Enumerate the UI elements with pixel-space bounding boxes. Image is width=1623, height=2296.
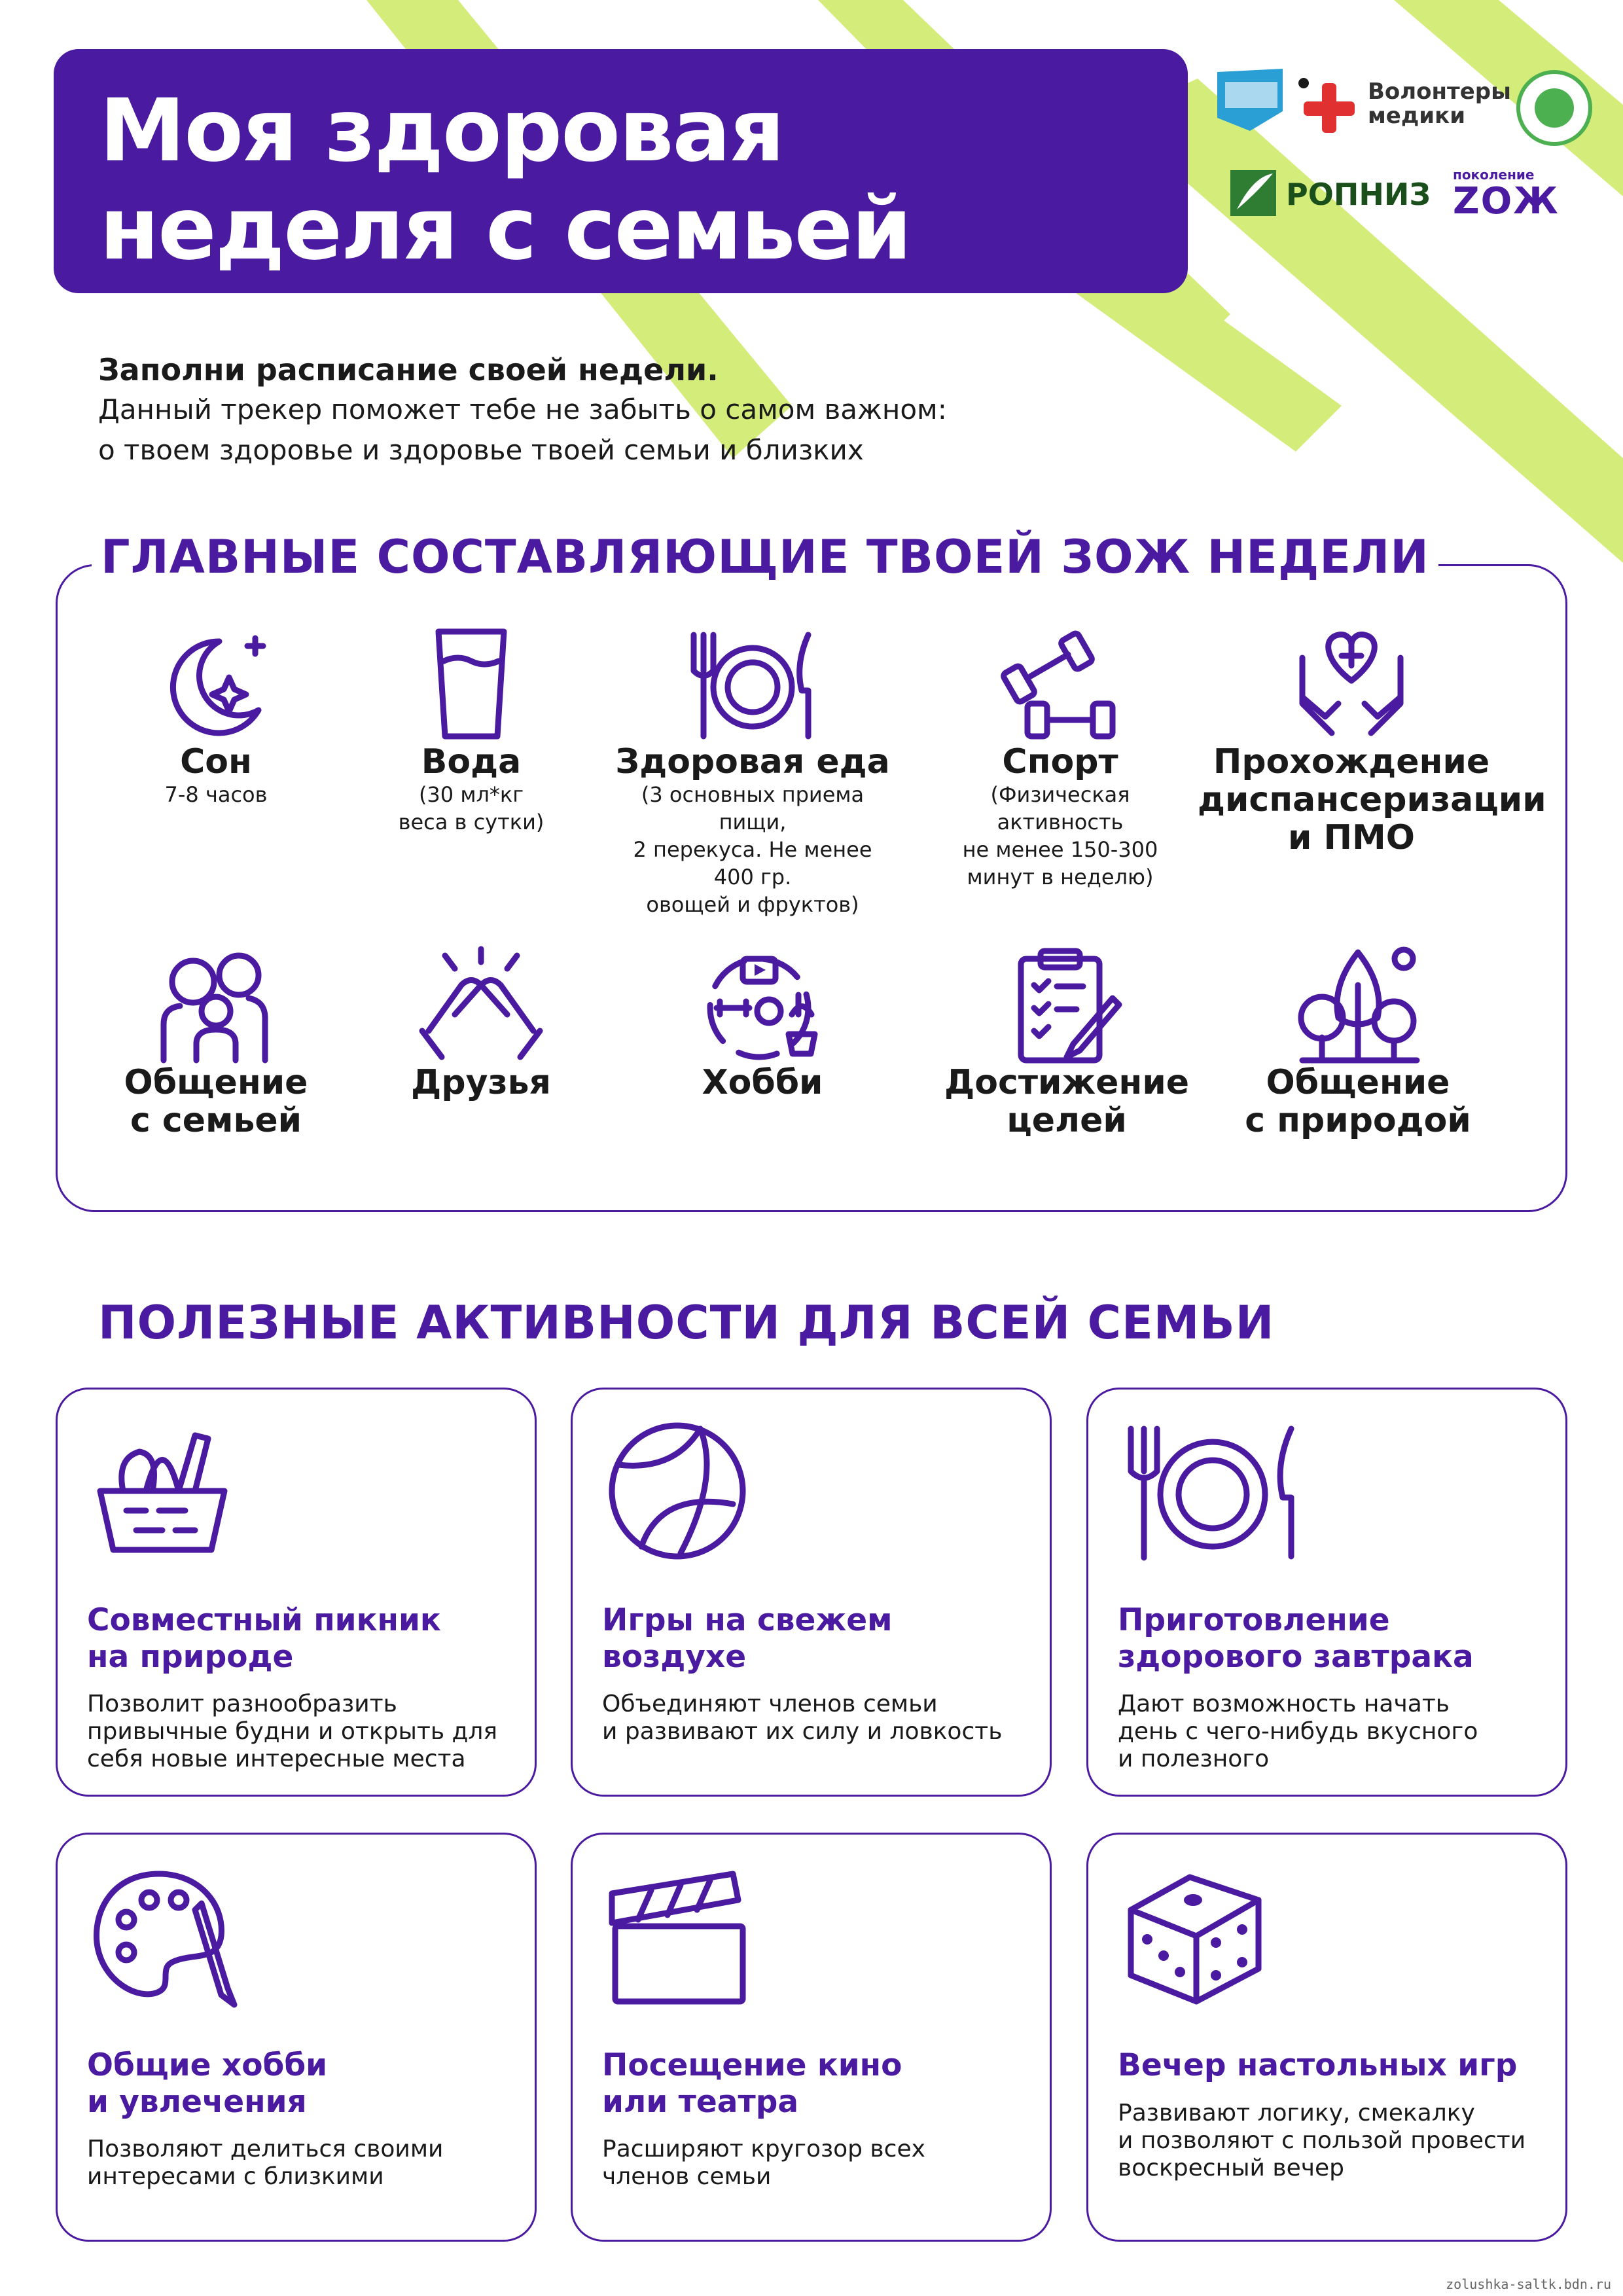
activity-title xyxy=(602,2047,1034,2121)
activity-title xyxy=(1118,2047,1550,2084)
component-friends xyxy=(350,946,612,1102)
palette-icon xyxy=(87,1864,238,2008)
activity-text-line: интересами с близкими xyxy=(87,2163,384,2190)
activity-title xyxy=(602,1602,1034,1676)
activity-card-hobbies xyxy=(56,1833,537,2242)
component-sub: 7-8 часов xyxy=(164,782,268,807)
activities-heading: ПОЛЕЗНЫЕ АКТИВНОСТИ ДЛЯ ВСЕЙ СЕМЬИ xyxy=(98,1296,1275,1350)
plate-icon xyxy=(1118,1419,1308,1563)
basket-icon xyxy=(87,1419,238,1563)
activity-title xyxy=(87,2047,519,2121)
component-sub: (Физическая xyxy=(990,782,1130,807)
activity-title-line: Игры на свежем xyxy=(602,1602,893,1638)
medics-cross-logo xyxy=(1296,75,1361,141)
activity-text xyxy=(602,2136,1034,2191)
component-title: и ПМО xyxy=(1287,818,1415,857)
activity-title xyxy=(87,1602,519,1676)
hands-heart-icon xyxy=(1286,625,1417,743)
clapperboard-icon xyxy=(602,1864,753,2008)
activity-text xyxy=(87,1691,519,1773)
component-title: с семьей xyxy=(130,1101,302,1140)
activity-text xyxy=(1118,1691,1550,1773)
hobby-icon xyxy=(697,946,828,1064)
component-title: Спорт xyxy=(1002,742,1118,781)
trees-icon xyxy=(1293,946,1423,1064)
component-checkup xyxy=(1198,625,1546,857)
activity-title-line: или театра xyxy=(602,2084,799,2120)
activity-text-line: и развивают их силу и ловкость xyxy=(602,1718,1003,1745)
component-title: Вода xyxy=(421,742,522,781)
family-icon xyxy=(151,946,281,1064)
moon-icon xyxy=(151,625,281,743)
activity-text-line: Объединяют членов семьи xyxy=(602,1691,938,1717)
component-title: Достижение xyxy=(944,1063,1190,1102)
activity-title xyxy=(1118,1602,1550,1676)
component-sub: (30 мл*кг xyxy=(418,782,524,807)
activity-text-line: Расширяют кругозор всех xyxy=(602,2136,925,2162)
intro-heading: Заполни расписание своей недели. xyxy=(98,352,719,387)
component-title: диспансеризации xyxy=(1198,780,1546,819)
activity-title-line: на природе xyxy=(87,1639,294,1675)
watermark: zolushka-saltk.bdn.ru xyxy=(1446,2276,1611,2292)
activity-title-line: Приготовление xyxy=(1118,1602,1390,1638)
component-title: Хобби xyxy=(702,1063,823,1102)
activity-text xyxy=(87,2136,519,2191)
title-line-2: неделя с семьей xyxy=(99,179,911,279)
component-title: Прохождение xyxy=(1213,742,1490,781)
activity-card-cinema xyxy=(571,1833,1052,2242)
components-heading: ГЛАВНЫЕ СОСТАВЛЯЮЩИЕ ТВОЕЙ ЗОЖ НЕДЕЛИ xyxy=(92,530,1438,584)
intro-line-1: Данный трекер поможет тебе не забыть о самом важном: xyxy=(98,393,947,425)
activity-card-breakfast xyxy=(1086,1388,1567,1797)
glass-icon xyxy=(406,625,537,743)
activity-text-line: членов семьи xyxy=(602,2163,772,2190)
activity-text-line: Позволяют делиться своими xyxy=(87,2136,444,2162)
logo-zoj-text: ZOЖ xyxy=(1453,180,1560,223)
component-nature xyxy=(1227,946,1489,1139)
component-goals xyxy=(936,946,1198,1139)
logo-volunteers-text: Волонтеры xyxy=(1368,79,1511,105)
activity-card-picnic xyxy=(56,1388,537,1797)
activity-text-line: себя новые интересные места xyxy=(87,1746,466,1772)
activity-text-line: Дают возможность начать xyxy=(1118,1691,1450,1717)
logo-ropniz-text: РОПНИЗ xyxy=(1286,177,1431,212)
activity-card-board-games xyxy=(1086,1833,1567,2242)
component-food xyxy=(615,625,890,918)
activity-text-line: Позволит разнообразить xyxy=(87,1691,397,1717)
component-family xyxy=(85,946,347,1139)
component-title: Общение xyxy=(1266,1063,1450,1102)
activity-title-line: Общие хобби xyxy=(87,2047,328,2083)
activity-text-line: и полезного xyxy=(1118,1746,1270,1772)
component-sub: не менее 150-300 xyxy=(962,837,1158,862)
ropniz-leaf-logo xyxy=(1227,167,1279,219)
activity-text-line: и позволяют с пользой провести xyxy=(1118,2127,1526,2154)
component-title: Друзья xyxy=(411,1063,551,1102)
activity-title-line: воздухе xyxy=(602,1639,747,1675)
activity-title-line: Совместный пикник xyxy=(87,1602,441,1638)
component-sub: овощей и фруктов) xyxy=(646,892,859,917)
activity-title-line: Вечер настольных игр xyxy=(1118,2047,1518,2083)
component-hobby xyxy=(632,946,893,1102)
component-sport xyxy=(929,625,1191,891)
partner-logos xyxy=(1211,62,1603,232)
activity-text-line: воскресный вечер xyxy=(1118,2155,1345,2181)
component-sub: веса в сутки) xyxy=(398,810,544,834)
activity-text-line: Развивают логику, смекалку xyxy=(1118,2100,1475,2126)
activity-card-outdoor-games xyxy=(571,1388,1052,1797)
component-sub: активность xyxy=(997,810,1124,834)
volunteers-flag-logo xyxy=(1211,65,1289,137)
component-title: Здоровая еда xyxy=(615,742,890,781)
activity-text-line: день с чего-нибудь вкусного xyxy=(1118,1718,1478,1745)
logo-pokolenie-text: поколение xyxy=(1453,167,1535,183)
title-banner xyxy=(54,49,1188,293)
handshake-icon xyxy=(416,946,546,1064)
dumbbell-icon xyxy=(995,625,1126,743)
component-sub: (3 основных приема пищи, xyxy=(641,782,865,834)
dice-icon xyxy=(1118,1864,1268,2008)
logo-medics-text: медики xyxy=(1368,103,1466,129)
activity-text-line: привычные будни и открыть для xyxy=(87,1718,498,1745)
title-line-1: Моя здоровая xyxy=(99,81,784,181)
activity-text xyxy=(1118,2100,1550,2182)
component-sub: минут в неделю) xyxy=(967,865,1154,889)
clipboard-icon xyxy=(1001,946,1132,1064)
intro-block xyxy=(98,350,1145,471)
activity-title-line: и увлечения xyxy=(87,2084,307,2120)
intro-line-2: о твоем здоровье и здоровье твоей семьи и близких xyxy=(98,434,864,466)
component-water xyxy=(340,625,602,836)
ball-icon xyxy=(602,1419,753,1563)
component-sleep xyxy=(85,625,347,808)
activity-title-line: Посещение кино xyxy=(602,2047,902,2083)
component-title: Сон xyxy=(180,742,252,781)
component-sub: 2 перекуса. Не менее 400 гр. xyxy=(633,837,872,889)
activity-title-line: здорового завтрака xyxy=(1118,1639,1474,1675)
component-title: целей xyxy=(1007,1101,1127,1140)
component-title: с природой xyxy=(1245,1101,1471,1140)
plate-icon xyxy=(681,625,825,743)
activity-text xyxy=(602,1691,1034,1746)
component-title: Общение xyxy=(124,1063,308,1102)
research-center-seal xyxy=(1512,65,1597,151)
